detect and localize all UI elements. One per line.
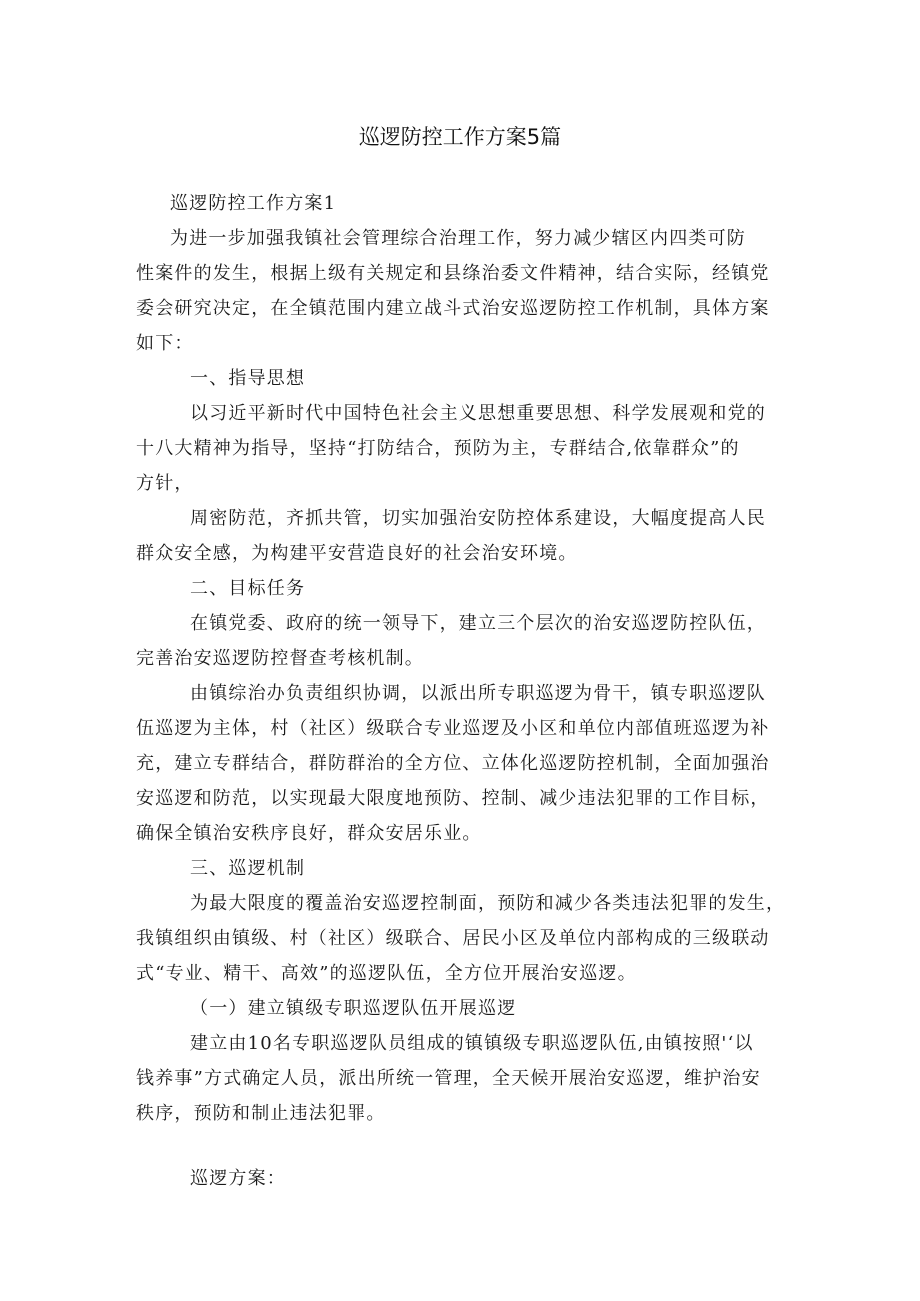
paragraph-line: 安巡逻和防范，以实现最大限度地预防、控制、减少违法犯罪的工作目标， (136, 788, 770, 809)
paragraph-line: 周密防范，齐抓共管，切实加强治安防控体系建设，大幅度提高人民 (190, 508, 766, 529)
paragraph-line: 性案件的发生，根据上级有关规定和县绦治委文件精神，结合实际，经镇党 (136, 263, 770, 284)
paragraph-line: 我镇组织由镇级、村（社区）级联合、居民小区及单位内部构成的三级联动 (136, 928, 770, 949)
paragraph-line: 方针， (136, 473, 194, 494)
paragraph-line: 秩序，预防和制止违法犯罪。 (136, 1103, 386, 1124)
paragraph-line: 完善治安巡逻防控督查考核机制。 (136, 648, 424, 669)
paragraph-line: 委会研究决定，在全镇范围内建立战斗式治安巡逻防控工作机制，具体方案 (136, 298, 770, 319)
paragraph-line: 为最大限度的覆盖治安巡逻控制面，预防和减少各类违法犯罪的发生， (190, 893, 786, 914)
section-heading: 二、目标任务 (190, 578, 306, 599)
paragraph-line: 群众安全感，为构建平安营造良好的社会治安环境。 (136, 543, 578, 564)
document-title: 巡逻防控工作方案5篇 (358, 125, 562, 149)
subsection-heading: （一）建立镇级专职巡逻队伍开展巡逻 (190, 998, 517, 1019)
paragraph-line: 十八大精神为指导，坚持“打防结合，预防为主，专群结合,依靠群众”的 (136, 438, 740, 459)
paragraph-line: 钱养事”方式确定人员，派出所统一管理，全天候开展治安巡逻，维护治安 (136, 1068, 761, 1089)
section-heading: 巡逻防控工作方案1 (170, 193, 337, 214)
paragraph-line: 如下： (136, 333, 194, 354)
paragraph-line: 充，建立专群结合，群防群治的全方位、立体化巡逻防控机制，全面加强治 (136, 753, 770, 774)
document-body (136, 186, 792, 1196)
paragraph-line: 式“专业、精干、高效”的巡逻队伍，全方位开展治安巡逻。 (136, 963, 637, 984)
paragraph-line: 确保全镇治安秩序良好，群众安居乐业。 (136, 823, 482, 844)
section-heading: 巡逻方案： (190, 1168, 286, 1189)
section-heading: 一、指导思想 (190, 368, 306, 389)
paragraph-line: 在镇党委、政府的统一领导下，建立三个层次的治安巡逻防控队伍， (190, 613, 766, 634)
paragraph-line: 为进一步加强我镇社会管理综合治理工作，努力减少辖区内四类可防 (170, 228, 746, 249)
paragraph-line: 建立由10名专职巡逻队员组成的镇镇级专职巡逻队伍,由镇按照'‘以 (190, 1033, 754, 1054)
section-heading: 三、巡逻机制 (190, 858, 306, 879)
paragraph-line: 由镇综治办负责组织协调，以派出所专职巡逻为骨干，镇专职巡逻队 (190, 683, 766, 704)
paragraph-line: 伍巡逻为主体，村（社区）级联合专业巡逻及小区和单位内部值班巡逻为补 (136, 718, 770, 739)
paragraph-line: 以习近平新时代中国特色社会主义思想重要思想、科学发展观和党的 (190, 403, 766, 424)
spacer (136, 1131, 792, 1161)
